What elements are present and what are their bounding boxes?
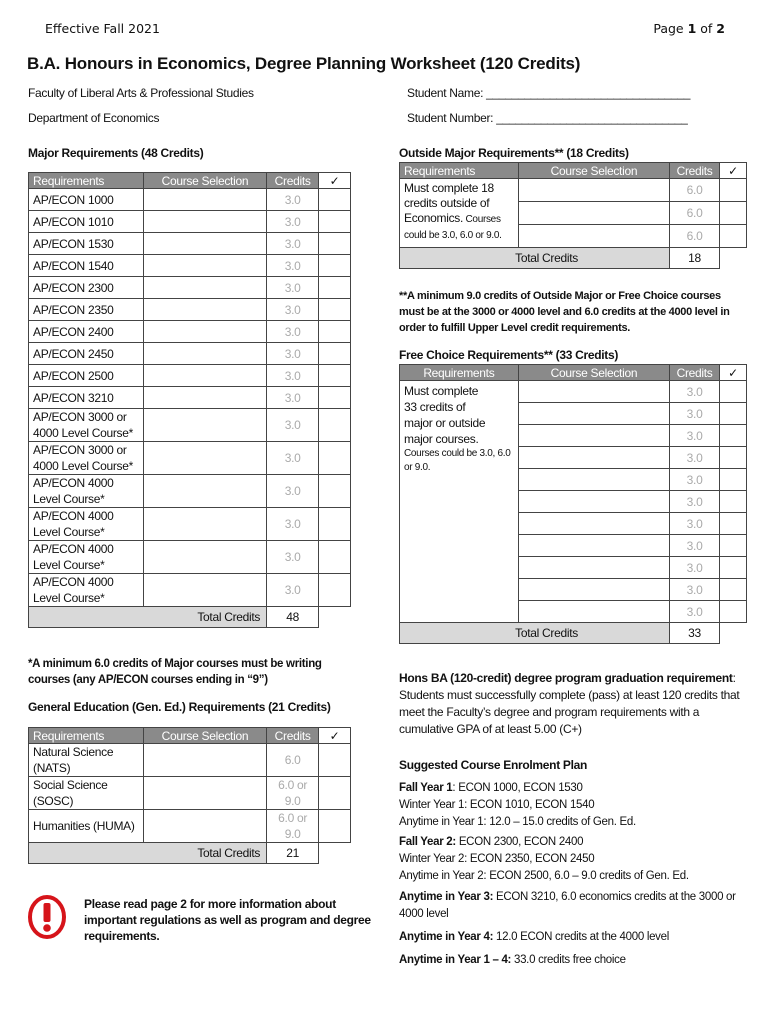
check-box[interactable]: [720, 425, 747, 447]
credit-value: 3.0: [267, 255, 319, 277]
major-row: [29, 211, 351, 233]
requirement-label: AP/ECON 2450: [29, 343, 144, 365]
major-row: [29, 574, 351, 607]
check-box[interactable]: [720, 381, 747, 403]
credit-value: 3.0: [670, 535, 720, 557]
course-selection-input[interactable]: [518, 403, 669, 425]
total-label: Total Credits: [400, 248, 670, 269]
course-selection-input[interactable]: [518, 447, 669, 469]
requirement-label: Humanities (HUMA): [29, 810, 144, 843]
credit-value: 3.0: [670, 513, 720, 535]
major-row: [29, 189, 351, 211]
course-selection-input[interactable]: [518, 179, 669, 202]
total-label: Total Credits: [400, 623, 670, 644]
check-box[interactable]: [720, 535, 747, 557]
gened-row: [29, 810, 351, 843]
check-box[interactable]: [319, 321, 351, 343]
check-box[interactable]: [319, 442, 351, 475]
course-selection-input[interactable]: [143, 277, 266, 299]
course-selection-input[interactable]: [143, 574, 266, 607]
credit-value: 3.0: [267, 233, 319, 255]
col-requirements: Requirements: [29, 728, 144, 744]
credit-value: 3.0: [670, 601, 720, 623]
credit-value: 6.0 or 9.0: [267, 810, 319, 843]
course-selection-input[interactable]: [518, 579, 669, 601]
credit-value: 3.0: [267, 409, 319, 442]
plan-heading: Suggested Course Enrolment Plan: [399, 758, 588, 772]
check-box[interactable]: [720, 601, 747, 623]
free-requirement-text: [400, 381, 519, 623]
course-selection-input[interactable]: [143, 211, 266, 233]
check-box[interactable]: [319, 810, 351, 843]
credit-value: 3.0: [267, 365, 319, 387]
free-table: [399, 364, 747, 644]
course-selection-input[interactable]: [518, 557, 669, 579]
outside-total-row: [400, 248, 747, 269]
plan-year1-4: Anytime in Year 1 – 4: 33.0 credits free choice: [399, 954, 626, 966]
check-box[interactable]: [720, 579, 747, 601]
check-box[interactable]: [720, 202, 747, 225]
alert-icon: [28, 894, 68, 940]
check-box[interactable]: [720, 447, 747, 469]
requirement-label: AP/ECON 3000 or 4000 Level Course*: [29, 442, 144, 475]
check-box[interactable]: [319, 409, 351, 442]
major-heading: Major Requirements (48 Credits): [28, 146, 204, 160]
credit-value: 3.0: [267, 277, 319, 299]
major-note: *A minimum 6.0 credits of Major courses must be writing courses (any AP/ECON courses ending in “9”): [28, 658, 322, 686]
check-icon: ✓: [720, 163, 747, 179]
requirement-label: AP/ECON 2400: [29, 321, 144, 343]
course-selection-input[interactable]: [143, 343, 266, 365]
check-box[interactable]: [319, 365, 351, 387]
requirement-label: AP/ECON 2500: [29, 365, 144, 387]
credit-value: 3.0: [670, 491, 720, 513]
outside-heading: Outside Major Requirements** (18 Credits): [399, 146, 629, 160]
check-box[interactable]: [720, 491, 747, 513]
course-selection-input[interactable]: [518, 601, 669, 623]
credit-value: 3.0: [267, 211, 319, 233]
col-credits: Credits: [670, 365, 720, 381]
hons-heading: Hons BA (120-credit) degree program graduation requirement: [399, 671, 733, 685]
check-icon: ✓: [720, 365, 747, 381]
course-selection-input[interactable]: [143, 321, 266, 343]
credit-value: 6.0 or 9.0: [267, 777, 319, 810]
course-selection-input[interactable]: [143, 365, 266, 387]
check-box[interactable]: [319, 475, 351, 508]
faculty-name: Faculty of Liberal Arts & Professional Studies: [28, 86, 254, 100]
check-box[interactable]: [319, 277, 351, 299]
col-course-selection: Course Selection: [143, 173, 266, 189]
total-label: Total Credits: [29, 843, 267, 864]
requirement-label: AP/ECON 4000 Level Course*: [29, 475, 144, 508]
course-selection-input[interactable]: [143, 255, 266, 277]
credit-value: 3.0: [670, 403, 720, 425]
total-label: Total Credits: [29, 607, 267, 628]
credit-value: 3.0: [670, 425, 720, 447]
major-row: [29, 365, 351, 387]
department-name: Department of Economics: [28, 111, 160, 125]
major-row: [29, 475, 351, 508]
course-selection-input[interactable]: [518, 202, 669, 225]
student-name-field[interactable]: Student Name: ________________________________: [407, 86, 691, 100]
requirement-label: AP/ECON 1530: [29, 233, 144, 255]
course-selection-input[interactable]: [518, 469, 669, 491]
credit-value: 6.0: [670, 202, 720, 225]
major-row: [29, 321, 351, 343]
course-selection-input[interactable]: [518, 225, 669, 248]
course-selection-input[interactable]: [143, 442, 266, 475]
check-box[interactable]: [319, 299, 351, 321]
effective-date: Effective Fall 2021: [45, 21, 160, 36]
requirement-label: Social Science (SOSC): [29, 777, 144, 810]
col-course-selection: Course Selection: [518, 365, 669, 381]
course-selection-input[interactable]: [143, 541, 266, 574]
course-selection-input[interactable]: [143, 299, 266, 321]
hons-body: Students must successfully complete (pass) at least 120 credits that meet the Faculty’s degree and program requirements with a cumulative GPA of at least 5.00 (C+): [399, 688, 740, 736]
free-total-value: 33: [670, 623, 720, 644]
credit-value: 3.0: [670, 557, 720, 579]
requirement-label: AP/ECON 4000 Level Course*: [29, 508, 144, 541]
requirement-label: AP/ECON 1010: [29, 211, 144, 233]
major-row: [29, 508, 351, 541]
gened-table: [28, 727, 351, 864]
major-row: [29, 277, 351, 299]
free-requirement-note: Courses could be 3.0, 6.0 or 9.0.: [404, 448, 511, 473]
gened-heading: General Education (Gen. Ed.) Requirements (21 Credits): [28, 700, 331, 714]
requirement-label: AP/ECON 1540: [29, 255, 144, 277]
requirement-label: AP/ECON 4000 Level Course*: [29, 541, 144, 574]
check-box[interactable]: [720, 557, 747, 579]
course-selection-input[interactable]: [143, 744, 266, 777]
credit-value: 3.0: [267, 574, 319, 607]
credit-value: 6.0: [267, 744, 319, 777]
free-row: [400, 381, 747, 403]
credit-value: 3.0: [267, 508, 319, 541]
col-course-selection: Course Selection: [518, 163, 669, 179]
check-box[interactable]: [319, 777, 351, 810]
check-box[interactable]: [319, 744, 351, 777]
major-row: [29, 387, 351, 409]
course-selection-input[interactable]: [518, 535, 669, 557]
major-row: [29, 409, 351, 442]
outside-row: [400, 179, 747, 202]
course-selection-input[interactable]: [143, 387, 266, 409]
check-box[interactable]: [319, 233, 351, 255]
requirement-label: AP/ECON 4000 Level Course*: [29, 574, 144, 607]
check-box[interactable]: [319, 574, 351, 607]
course-selection-input[interactable]: [143, 508, 266, 541]
check-box[interactable]: [720, 513, 747, 535]
major-header-row: [29, 173, 351, 189]
plan-year4: Anytime in Year 4: 12.0 ECON credits at the 4000 level: [399, 931, 669, 943]
col-requirements: Requirements: [400, 365, 519, 381]
gened-total-value: 21: [267, 843, 319, 864]
check-box[interactable]: [319, 387, 351, 409]
major-total-value: 48: [267, 607, 319, 628]
credit-value: 3.0: [670, 381, 720, 403]
requirement-label: AP/ECON 3210: [29, 387, 144, 409]
col-requirements: Requirements: [29, 173, 144, 189]
check-box[interactable]: [319, 255, 351, 277]
major-table: [28, 172, 351, 628]
credit-value: 3.0: [267, 189, 319, 211]
check-box[interactable]: [319, 541, 351, 574]
outside-requirement-text: Must complete 18 credits outside of Economics. Courses could be 3.0, 6.0 or 9.0.: [400, 179, 519, 248]
course-selection-input[interactable]: [143, 233, 266, 255]
major-row: [29, 299, 351, 321]
plan-year3: Anytime in Year 3: ECON 3210, 6.0 economics credits at the 3000 or 4000 level: [399, 891, 736, 920]
course-selection-input[interactable]: [143, 810, 266, 843]
col-course-selection: Course Selection: [143, 728, 266, 744]
credit-value: 3.0: [267, 475, 319, 508]
course-selection-input[interactable]: [143, 409, 266, 442]
free-header-row: [400, 365, 747, 381]
credit-value: 3.0: [670, 447, 720, 469]
plan-year2: Fall Year 2: ECON 2300, ECON 2400 Winter Year 2: ECON 2350, ECON 2450 Anytime in Year 2: ECON 2500, 6.0 – 9.0 credits of Gen. Ed.: [399, 836, 689, 882]
requirement-label: Natural Science (NATS): [29, 744, 144, 777]
student-number-field[interactable]: Student Number: ______________________________: [407, 111, 688, 125]
free-heading: Free Choice Requirements** (33 Credits): [399, 348, 619, 362]
credit-value: 6.0: [670, 225, 720, 248]
col-credits: Credits: [670, 163, 720, 179]
page-title: B.A. Honours in Economics, Degree Planning Worksheet (120 Credits): [27, 54, 581, 73]
outside-table: [399, 162, 747, 269]
course-selection-input[interactable]: [518, 381, 669, 403]
credit-value: 3.0: [267, 442, 319, 475]
warning-text: Please read page 2 for more information about important regulations as well as program and degree requirements.: [84, 897, 371, 943]
course-selection-input[interactable]: [518, 491, 669, 513]
course-selection-input[interactable]: [143, 777, 266, 810]
gened-header-row: [29, 728, 351, 744]
credit-value: 3.0: [267, 343, 319, 365]
requirement-label: AP/ECON 1000: [29, 189, 144, 211]
gened-row: [29, 777, 351, 810]
gened-total-row: [29, 843, 351, 864]
credit-value: 3.0: [267, 321, 319, 343]
requirement-label: AP/ECON 2350: [29, 299, 144, 321]
check-box[interactable]: [319, 343, 351, 365]
credit-value: 3.0: [267, 299, 319, 321]
check-icon: ✓: [319, 173, 351, 189]
credit-value: 3.0: [267, 387, 319, 409]
major-row: [29, 343, 351, 365]
check-box[interactable]: [720, 225, 747, 248]
credit-value: 3.0: [267, 541, 319, 574]
gened-row: [29, 744, 351, 777]
free-requirement-main: Must complete 33 credits of major or outside major courses.: [404, 384, 486, 446]
plan-year1: Fall Year 1: ECON 1000, ECON 1530 Winter Year 1: ECON 1010, ECON 1540 Anytime in Year 1: 12.0 – 15.0 credits of Gen. Ed.: [399, 782, 636, 828]
outside-total-value: 18: [670, 248, 720, 269]
major-total-row: [29, 607, 351, 628]
col-credits: Credits: [267, 173, 319, 189]
course-selection-input[interactable]: [143, 475, 266, 508]
check-box[interactable]: [720, 469, 747, 491]
major-row: [29, 233, 351, 255]
free-total-row: [400, 623, 747, 644]
check-box[interactable]: [319, 508, 351, 541]
check-box[interactable]: [319, 189, 351, 211]
major-row: [29, 442, 351, 475]
requirement-label: AP/ECON 3000 or 4000 Level Course*: [29, 409, 144, 442]
credit-value: 3.0: [670, 469, 720, 491]
outside-note: **A minimum 9.0 credits of Outside Major or Free Choice courses must be at the 3000 or 4000 level and 6.0 credits at the 4000 level in order to fulfill Upper Level credit requirements.: [399, 290, 730, 334]
requirement-label: AP/ECON 2300: [29, 277, 144, 299]
credit-value: 3.0: [670, 579, 720, 601]
page-indicator: Page 1 of 2: [653, 21, 725, 36]
hons-requirement: Hons BA (120-credit) degree program graduation requirement: Students must successfully complete (pass) at least 120 credits that meet the Faculty’s degree and program requirements with a cumulative GPA of at least 5.00 (C+): [399, 671, 740, 736]
credit-value: 6.0: [670, 179, 720, 202]
outside-header-row: [400, 163, 747, 179]
major-row: [29, 541, 351, 574]
course-selection-input[interactable]: [143, 189, 266, 211]
course-selection-input[interactable]: [518, 513, 669, 535]
check-box[interactable]: [720, 179, 747, 202]
major-row: [29, 255, 351, 277]
check-box[interactable]: [720, 403, 747, 425]
check-icon: ✓: [319, 728, 351, 744]
col-requirements: Requirements: [400, 163, 519, 179]
course-selection-input[interactable]: [518, 425, 669, 447]
col-credits: Credits: [267, 728, 319, 744]
check-box[interactable]: [319, 211, 351, 233]
